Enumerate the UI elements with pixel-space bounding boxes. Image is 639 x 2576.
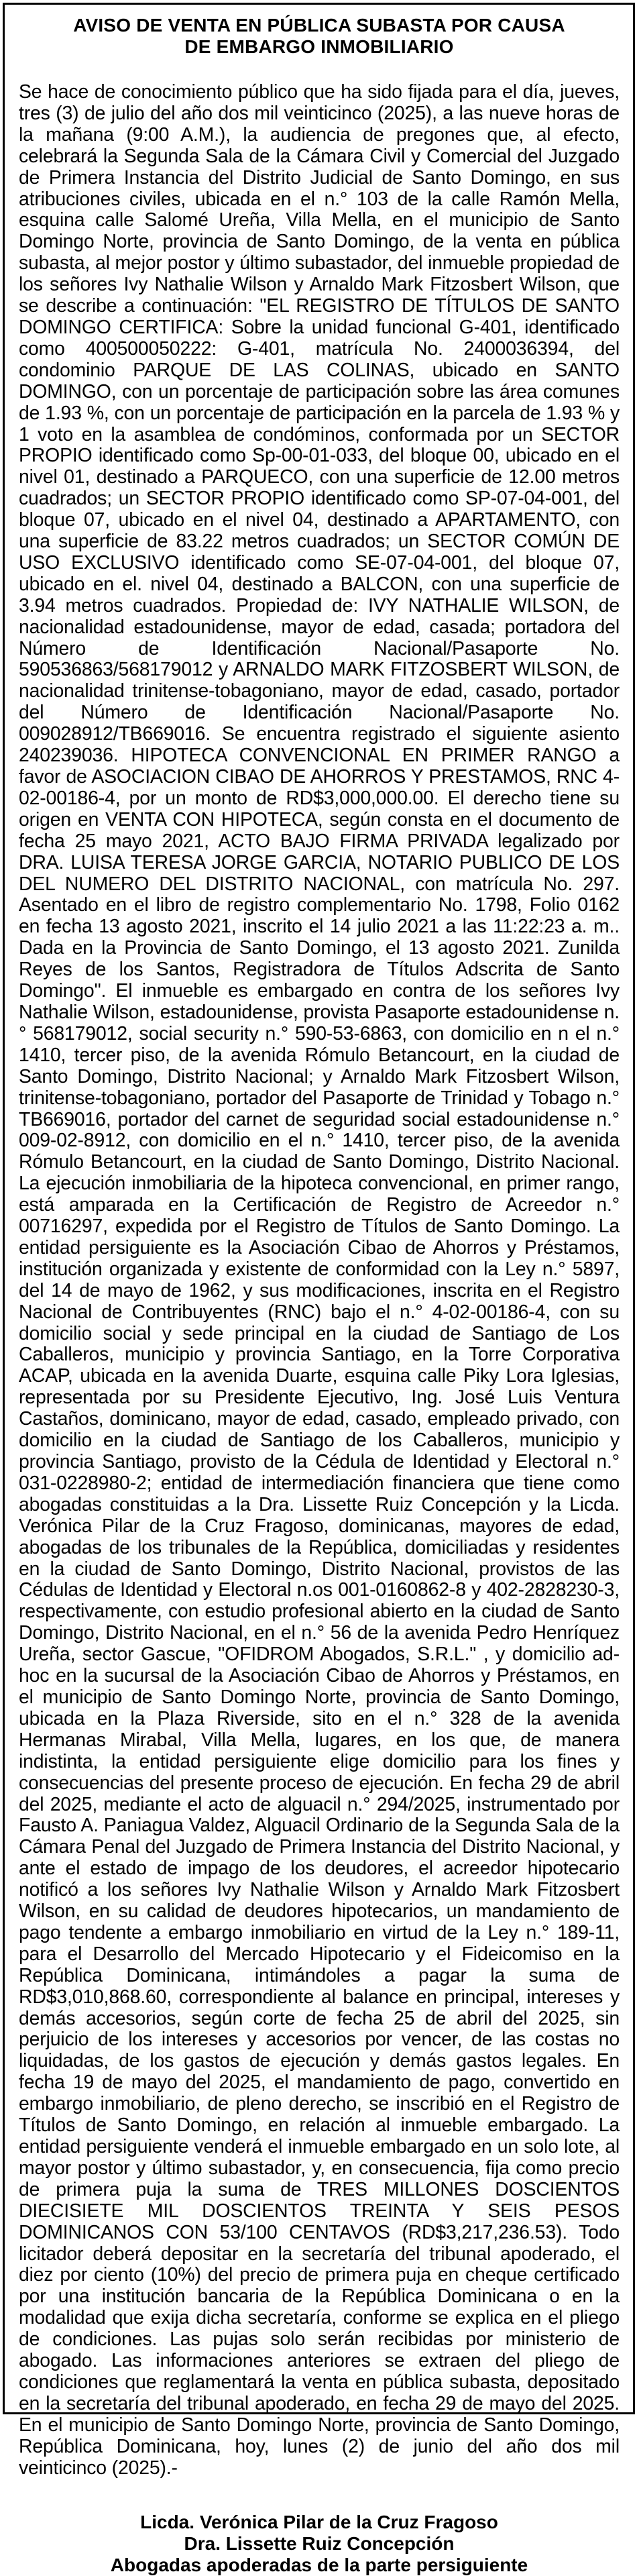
- notice-title-line-1: AVISO DE VENTA EN PÚBLICA SUBASTA POR CAUSA: [73, 15, 565, 36]
- signature-name-1: Licda. Verónica Pilar de la Cruz Fragoso: [140, 2511, 498, 2532]
- notice-title: [19, 15, 620, 58]
- signature-block: [19, 2512, 620, 2576]
- signature-role: Abogadas apoderadas de la parte persiguiente: [110, 2554, 528, 2575]
- signature-name-2: Dra. Lissette Ruiz Concepción: [184, 2532, 455, 2554]
- notice-body: Se hace de conocimiento público que ha sido fijada para el día, jueves, tres (3) de julio del año dos mil veinticinco (2025), a las nueve horas de la mañana (9:00 A.M.), la audiencia de pregones que, al efecto, celebrará la Segunda Sala de la Cámara Civil y Comercial del Juzgado de Primera Instancia del Distrito Judicial de Santo Domingo, en sus atribuciones civiles, ubicada en el n.° 103 de la calle Ramón Mella, esquina calle Salomé Ureña, Villa Mella, en el municipio de Santo Domingo Norte, provincia de Santo Domingo, de la venta en pública subasta, al mejor postor y último subastador, del inmueble propiedad de los señores Ivy Nathalie Wilson y Arnaldo Mark Fitzosbert Wilson, que se describe a continuación: "EL REGISTRO DE TÍTULOS DE SANTO DOMINGO CERTIFICA: Sobre la unidad funcional G-401, identificado como 400500050222: G-401, matrícula No. 2400036394, del condominio PARQUE DE LAS COLINAS, ubicado en SANTO DOMINGO, con un porcentaje de participación sobre las área comunes de 1.93 %, con un porcentaje de participación en la parcela de 1.93 % y 1 voto en la asamblea de condóminos, conformada por un SECTOR PROPIO identificado como Sp-00-01-033, del bloque 00, ubicado en el nivel 01, destinado a PARQUECO, con una superficie de 12.00 metros cuadrados; un SECTOR PROPIO identificado como SP-07-04-001, del bloque 07, ubicado en el nivel 04, destinado a APARTAMENTO, con una superficie de 83.22 metros cuadrados; un SECTOR COMÚN DE USO EXCLUSIVO identificado como SE-07-04-001, del bloque 07, ubicado en el. nivel 04, destinado a BALCON, con una superficie de 3.94 metros cuadrados. Propiedad de: IVY NATHALIE WILSON, de nacionalidad estadounidense, mayor de edad, casada; portadora del Número de Identificación Nacional/Pasaporte No. 590536863/568179012 y ARNALDO MARK FITZOSBERT WILSON, de nacionalidad trinitense-tobagoniano, mayor de edad, casado, portador del Número de Identificación Nacional/Pasaporte No. 009028912/TB669016. Se encuentra registrado el siguiente asiento 240239036. HIPOTECA CONVENCIONAL EN PRIMER RANGO a favor de ASOCIACION CIBAO DE AHORROS Y PRESTAMOS, RNC 4-02-00186-4, por un monto de RD$3,000,000.00. El derecho tiene su origen en VENTA CON HIPOTECA, según consta en el documento de fecha 25 mayo 2021, ACTO BAJO FIRMA PRIVADA legalizado por DRA. LUISA TERESA JORGE GARCIA, NOTARIO PUBLICO DE LOS DEL NUMERO DEL DISTRITO NACIONAL, con matrícula No. 297. Asentado en el libro de registro complementario No. 1798, Folio 0162 en fecha 13 agosto 2021, inscrito el 14 julio 2021 a las 11:22:23 a. m.. Dada en la Provincia de Santo Domingo, el 13 agosto 2021. Zunilda Reyes de los Santos, Registradora de Títulos Adscrita de Santo Domingo". El inmueble es embargado en contra de los señores Ivy Nathalie Wilson, estadounidense, provista Pasaporte estadounidense n.° 568179012, social security n.° 590-53-6863, con domicilio en n el n.° 1410, tercer piso, de la avenida Rómulo Betancourt, en la ciudad de Santo Domingo, Distrito Nacional; y Arnaldo Mark Fitzosbert Wilson, trinitense-tobagoniano, portador del Pasaporte de Trinidad y Tobago n.° TB669016, portador del carnet de seguridad social estadounidense n.° 009-02-8912, con domicilio en el n.° 1410, tercer piso, de la avenida Rómulo Betancourt, en la ciudad de Santo Domingo, Distrito Nacional. La ejecución inmobiliaria de la hipoteca convencional, en primer rango, está amparada en la Certificación de Registro de Acreedor n.° 00716297, expedida por el Registro de Títulos de Santo Domingo. La entidad persiguiente es la Asociación Cibao de Ahorros y Préstamos, institución organizada y existente de conformidad con la Ley n.° 5897, del 14 de mayo de 1962, y sus modificaciones, inscrita en el Registro Nacional de Contribuyentes (RNC) bajo el n.° 4-02-00186-4, con su domicilio social y sede principal en la ciudad de Santiago de Los Caballeros, municipio y provincia Santiago, en la Torre Corporativa ACAP, ubicada en la avenida Duarte, esquina calle Piky Lora Iglesias, representada por su Presidente Ejecutivo, Ing. José Luis Ventura Castaños, dominicano, mayor de edad, casado, empleado privado, con domicilio en la ciudad de Santiago de los Caballeros, municipio y provincia Santiago, provisto de la Cédula de Identidad y Electoral n.° 031-0228980-2; entidad de intermediación financiera que tiene como abogadas constituidas a la Dra. Lissette Ruiz Concepción y la Licda. Verónica Pilar de la Cruz Fragoso, dominicanas, mayores de edad, abogadas de los tribunales de la República, domiciliadas y residentes en la ciudad de Santo Domingo, Distrito Nacional, provistos de las Cédulas de Identidad y Electoral n.os 001-0160862-8 y 402-2828230-3, respectivamente, con estudio profesional abierto en la ciudad de Santo Domingo, Distrito Nacional, en el n.° 56 de la avenida Pedro Henríquez Ureña, sector Gascue, "OFIDROM Abogados, S.R.L." , y domicilio ad-hoc en la sucursal de la Asociación Cibao de Ahorros y Préstamos, en el municipio de Santo Domingo Norte, provincia de Santo Domingo, ubicada en la Plaza Riverside, sito en el n.° 328 de la avenida Hermanas Mirabal, Villa Mella, lugares, en los que, de manera indistinta, la entidad persiguiente elige domicilio para los fines y consecuencias del presente proceso de ejecución. En fecha 29 de abril del 2025, mediante el acto de alguacil n.° 294/2025, instrumentado por Fausto A. Paniagua Valdez, Alguacil Ordinario de la Segunda Sala de la Cámara Penal del Juzgado de Primera Instancia del Distrito Nacional, y ante el estado de impago de los deudores, el acreedor hipotecario notificó a los señores Ivy Nathalie Wilson y Arnaldo Mark Fitzosbert Wilson, en su calidad de deudores hipotecarios, un mandamiento de pago tendente a embargo inmobiliario en virtud de la Ley n.° 189-11, para el Desarrollo del Mercado Hipotecario y el Fideicomiso en la República Dominicana, intimándoles a pagar la suma de RD$3,010,868.60, correspondiente al balance en principal, intereses y demás accesorios, según corte de fecha 25 de abril del 2025, sin perjuicio de los intereses y accesorios por vencer, de las costas no liquidadas, de los gastos de ejecución y demás gastos legales. En fecha 19 de mayo del 2025, el mandamiento de pago, convertido en embargo inmobiliario, de pleno derecho, se inscribió en el Registro de Títulos de Santo Domingo, en relación al inmueble embargado. La entidad persiguiente venderá el inmueble embargado en un solo lote, al mayor postor y último subastador, y, en consecuencia, fija como precio de primera puja la suma de TRES MILLONES DOSCIENTOS DIECISIETE MIL DOSCIENTOS TREINTA Y SEIS PESOS DOMINICANOS CON 53/100 CENTAVOS (RD$3,217,236.53). Todo licitador deberá depositar en la secretaría del tribunal apoderado, el diez por ciento (10%) del precio de primera puja en cheque certificado por una institución bancaria de la República Dominicana o en la modalidad que exija dicha secretaría, conforme se explica en el pliego de condiciones. Las pujas solo serán recibidas por ministerio de abogado. Las informaciones anteriores se extraen del pliego de condiciones que reglamentará la venta en pública subasta, depositado en la secretaría del tribunal apoderado, en fecha 29 de mayo del 2025. En el municipio de Santo Domingo Norte, provincia de Santo Domingo, República Dominicana, hoy, lunes (2) de junio del año dos mil veinticinco (2025).-: [19, 81, 620, 2479]
- legal-notice: [19, 15, 620, 2576]
- notice-title-line-2: DE EMBARGO INMOBILIARIO: [184, 36, 454, 57]
